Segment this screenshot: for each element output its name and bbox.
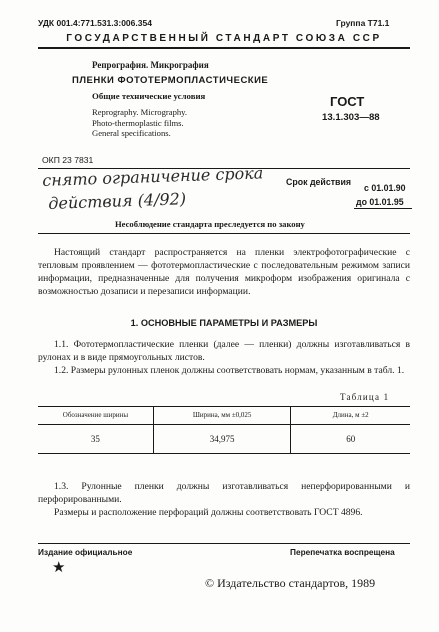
table-header-cell: Длина, м ±2 bbox=[291, 407, 410, 425]
gost-number: 13.1.303—88 bbox=[322, 112, 380, 123]
footer-rule bbox=[38, 543, 410, 544]
english-title bbox=[92, 107, 187, 139]
paragraph-1-1: 1.1. Фототермопластические пленки (далее — пленки) должны изготавливаться в рулонах и в виде прямоугольных листов. bbox=[38, 339, 410, 363]
section-heading: 1. ОСНОВНЫЕ ПАРАМЕТРЫ И РАЗМЕРЫ bbox=[130, 318, 318, 328]
document-category: Репрография. Микрография bbox=[92, 60, 209, 70]
english-title-line: Photo-thermoplastic films. bbox=[92, 117, 184, 128]
validity-label: Срок действия bbox=[286, 177, 351, 187]
table-cell: 34,975 bbox=[153, 425, 291, 454]
official-edition: Издание официальное bbox=[38, 547, 133, 557]
copyright: © Издательство стандартов, 1989 bbox=[205, 576, 376, 590]
group-code: Группа Т71.1 bbox=[336, 18, 390, 28]
header-rule bbox=[38, 47, 410, 49]
paragraph-1-3: 1.3. Рулонные пленки должны изготавливаться неперфорированными и перфорированными. bbox=[38, 481, 410, 505]
reprint-notice: Перепечатка воспрещена bbox=[290, 547, 395, 557]
notice-rule bbox=[38, 233, 410, 234]
paragraph-1-2: 1.2. Размеры рулонных пленок должны соответствовать нормам, указанным в табл. 1. bbox=[54, 365, 405, 376]
table-header-cell: Обозначение ширины bbox=[38, 407, 153, 425]
validity-to: до 01.01.95 bbox=[356, 197, 404, 207]
paragraph-1-3-perforation: Размеры и расположение перфораций должны соответствовать ГОСТ 4896. bbox=[54, 507, 363, 518]
table-header-row bbox=[38, 407, 410, 425]
agency-title: ГОСУДАРСТВЕННЫЙ СТАНДАРТ СОЮЗА ССР bbox=[66, 33, 382, 44]
star-icon: ★ bbox=[52, 560, 66, 576]
udk-code: УДК 001.4:771.531.3:006.354 bbox=[38, 18, 152, 28]
handwritten-note-line1: снято ограничение срока bbox=[42, 163, 264, 190]
legal-notice: Несоблюдение стандарта преследуется по закону bbox=[115, 219, 305, 229]
validity-from: с 01.01.90 bbox=[364, 183, 406, 193]
gost-label: ГОСТ bbox=[330, 94, 365, 109]
english-title-line: General specifications. bbox=[92, 128, 171, 138]
document-title: ПЛЕНКИ ФОТОТЕРМОПЛАСТИЧЕСКИЕ bbox=[72, 75, 269, 86]
table-row bbox=[38, 425, 410, 454]
english-title-line: Reprography. Micrography. bbox=[92, 107, 188, 117]
okp-code: ОКП 23 7831 bbox=[42, 155, 94, 165]
table-cell: 60 bbox=[291, 425, 410, 454]
dimensions-table bbox=[38, 406, 410, 454]
validity-underline bbox=[354, 208, 412, 209]
handwritten-note-line2: действия (4/92) bbox=[48, 189, 187, 213]
document-subtitle: Общие технические условия bbox=[92, 91, 206, 101]
table-cell: 35 bbox=[38, 425, 153, 454]
table-caption: Таблица 1 bbox=[340, 392, 390, 402]
intro-paragraph: Настоящий стандарт распространяется на пленки электрофотографические с тепловым проявлением — фототермопластические с последовательным режимом записи информации, предназначенные для получения микроформ изображения оригинала с возможностью дозаписи и перезаписи информации. bbox=[38, 247, 410, 297]
table-header-cell: Ширина, мм ±0,025 bbox=[153, 407, 291, 425]
